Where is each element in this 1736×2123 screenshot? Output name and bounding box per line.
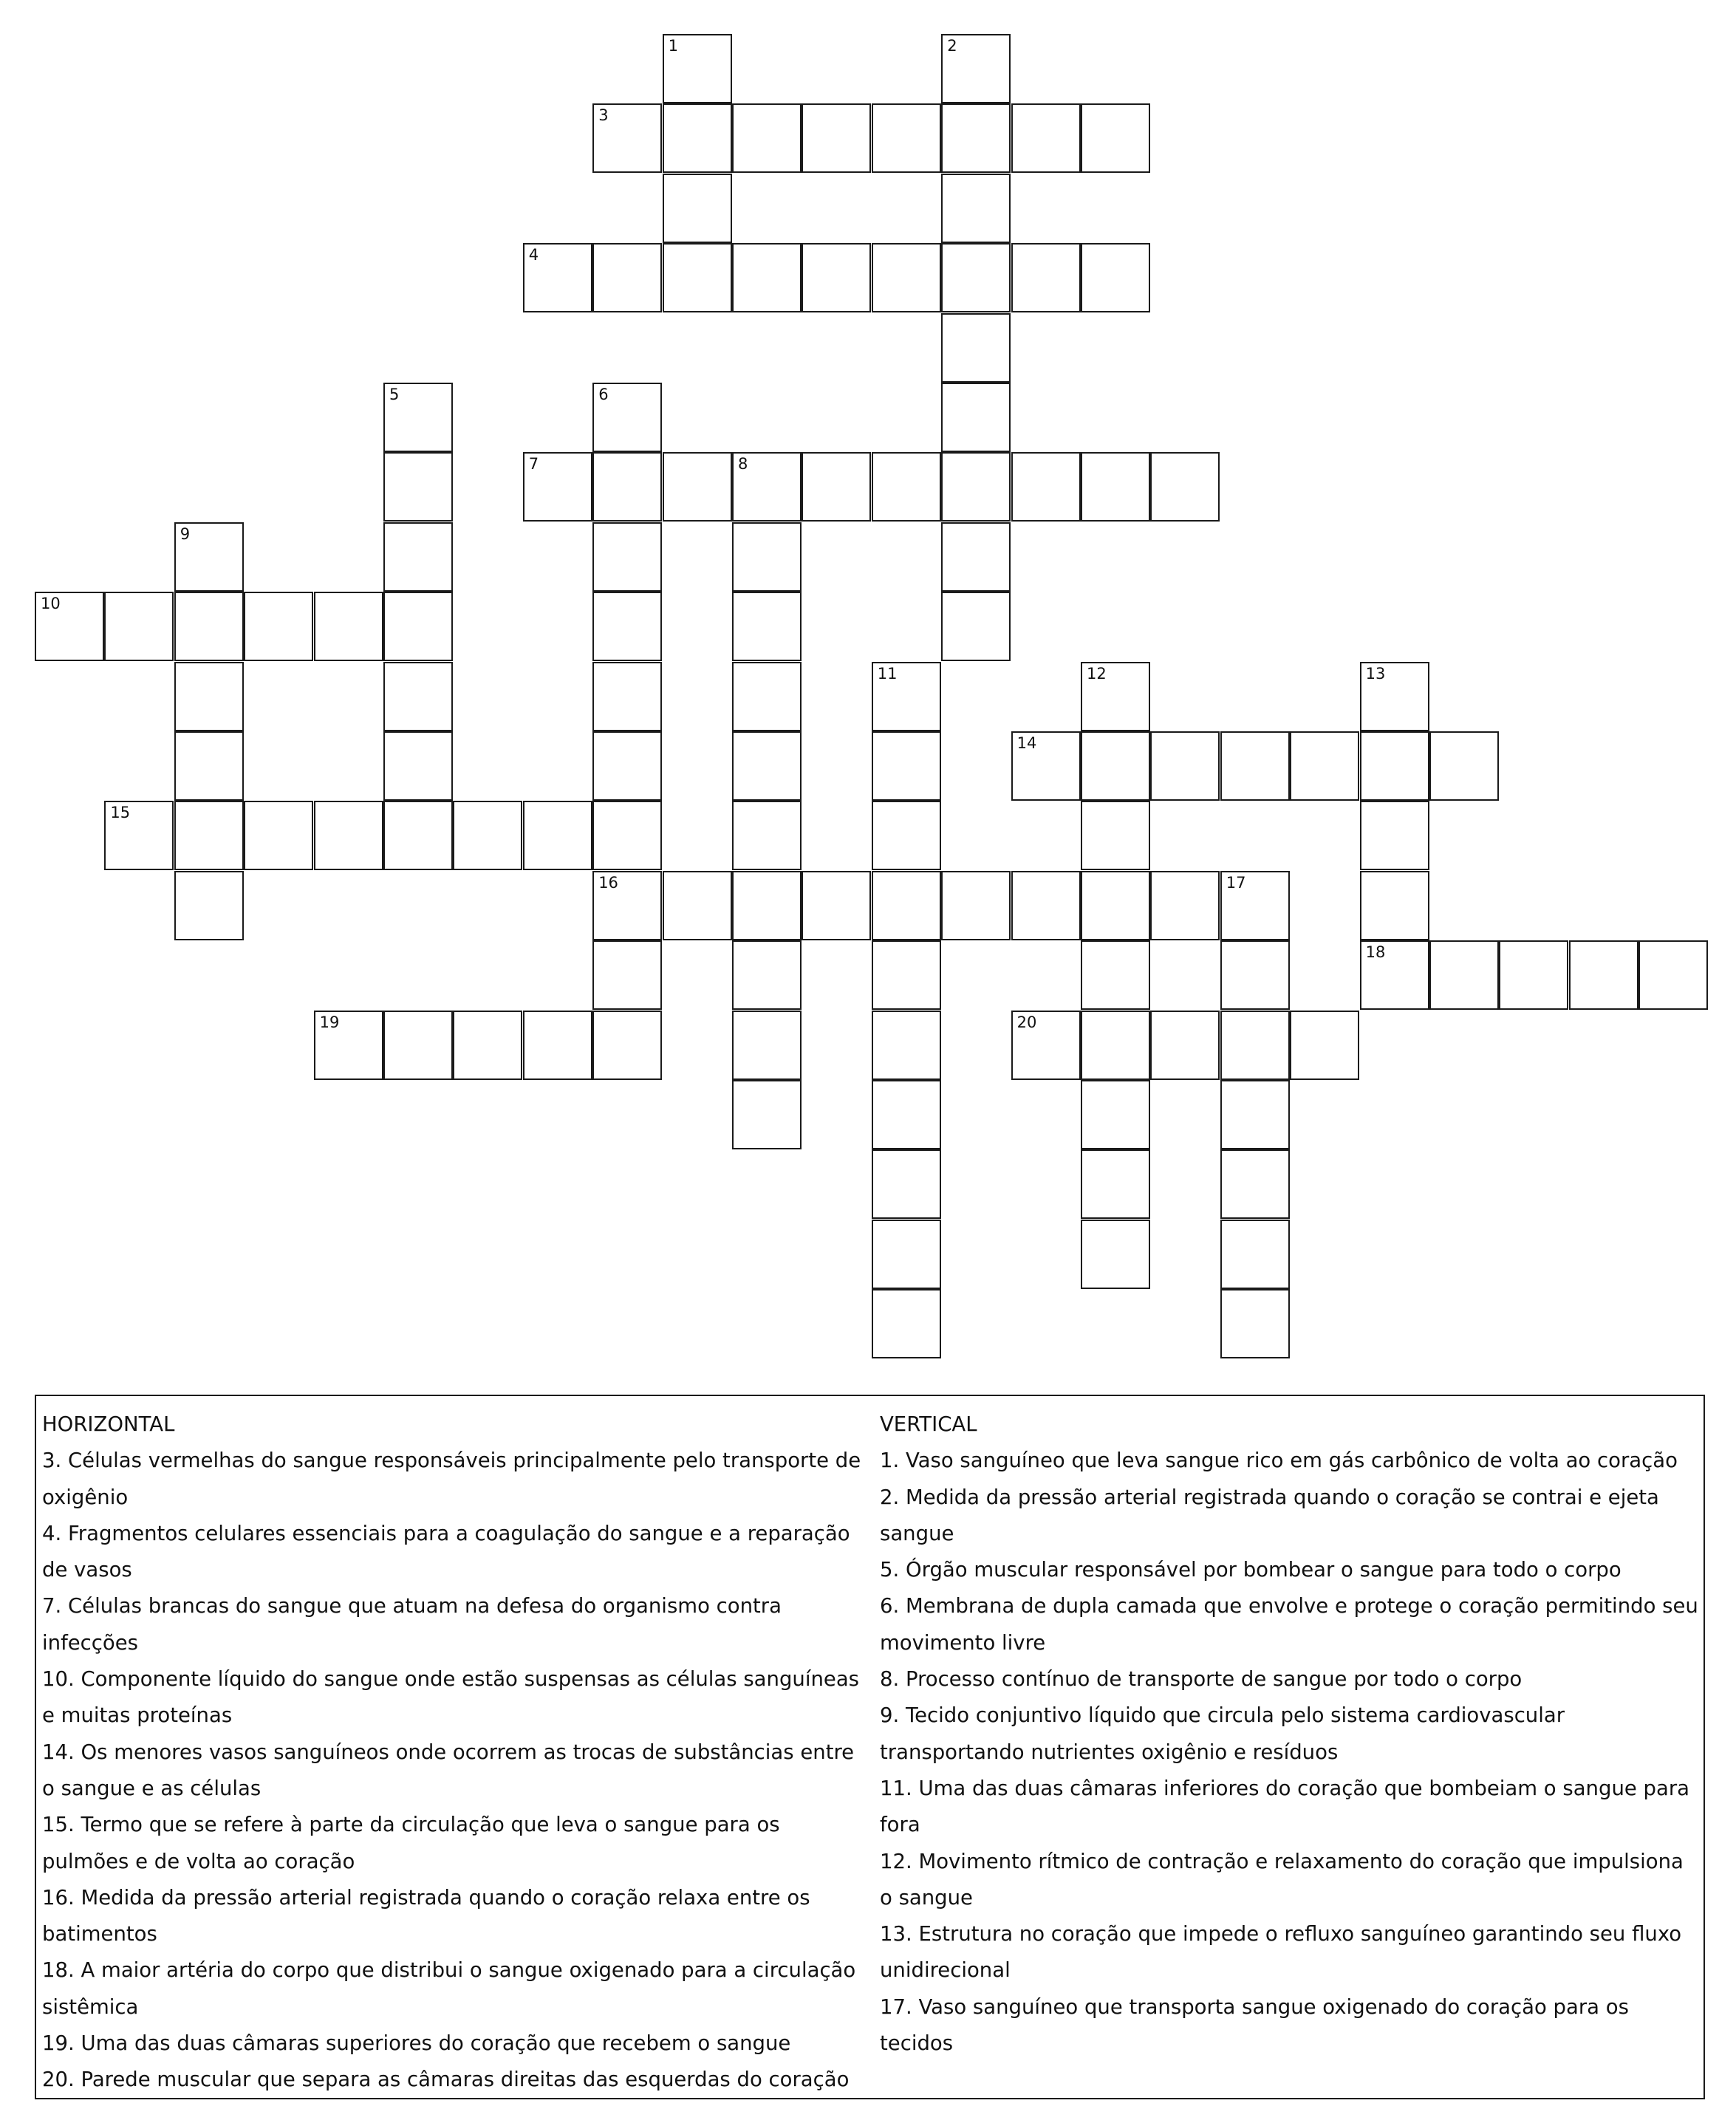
grid-cell[interactable] <box>872 1220 941 1289</box>
grid-cell[interactable] <box>732 731 802 801</box>
grid-cell[interactable] <box>1081 1011 1150 1080</box>
grid-cell[interactable] <box>872 243 941 312</box>
grid-cell[interactable] <box>523 1011 592 1080</box>
grid-cell[interactable] <box>1360 801 1429 870</box>
grid-cell[interactable] <box>732 522 802 592</box>
clues-panel <box>35 1395 1705 2099</box>
grid-cell[interactable] <box>872 452 941 522</box>
grid-cell[interactable] <box>1220 1289 1290 1358</box>
grid-cell[interactable] <box>592 871 662 940</box>
cell-number: 8 <box>738 455 748 474</box>
down-clue-8: 8. Processo contínuo de transporte de sangue por todo o corpo <box>880 1667 1523 1692</box>
cell-number: 3 <box>598 106 609 125</box>
grid-cell[interactable] <box>174 522 244 592</box>
grid-cell[interactable] <box>732 592 802 661</box>
grid-cell[interactable] <box>1081 1220 1150 1289</box>
grid-cell[interactable] <box>1150 871 1220 940</box>
grid-cell[interactable] <box>523 243 592 312</box>
grid-cell[interactable] <box>872 1149 941 1219</box>
grid-cell[interactable] <box>244 592 313 661</box>
grid-cell[interactable] <box>941 592 1011 661</box>
cell-number: 14 <box>1016 734 1037 752</box>
grid-cell[interactable] <box>174 871 244 940</box>
grid-cell[interactable] <box>732 243 802 312</box>
down-clue-1: 1. Vaso sanguíneo que leva sangue rico em gás carbônico de volta ao coração <box>880 1449 1678 1473</box>
grid-cell[interactable] <box>104 801 174 870</box>
across-clue-15: 15. Termo que se refere à parte da circulação que leva o sangue para os pulmões e de volta ao coração <box>42 1813 780 1873</box>
cell-number: 11 <box>877 664 898 683</box>
grid-cell[interactable] <box>1290 731 1359 801</box>
grid-cell[interactable] <box>1220 731 1290 801</box>
cell-number: 12 <box>1087 664 1107 683</box>
grid-cell[interactable] <box>104 592 174 661</box>
grid-cell[interactable] <box>383 383 453 452</box>
grid-cell[interactable] <box>1081 662 1150 731</box>
grid-cell[interactable] <box>872 662 941 731</box>
grid-cell[interactable] <box>453 1011 522 1080</box>
grid-cell[interactable] <box>1011 1011 1081 1080</box>
grid-cell[interactable] <box>941 522 1011 592</box>
grid-cell[interactable] <box>383 592 453 661</box>
grid-cell[interactable] <box>592 103 662 173</box>
grid-cell[interactable] <box>174 662 244 731</box>
across-clue-3: 3. Células vermelhas do sangue responsáveis principalmente pelo transporte de oxigênio <box>42 1449 861 1509</box>
grid-cell[interactable] <box>523 801 592 870</box>
grid-cell[interactable] <box>1360 940 1429 1010</box>
grid-cell[interactable] <box>941 34 1011 103</box>
grid-cell[interactable] <box>1081 801 1150 870</box>
grid-cell[interactable] <box>383 801 453 870</box>
grid-cell[interactable] <box>383 731 453 801</box>
cell-number: 17 <box>1226 873 1246 892</box>
cell-number: 15 <box>110 804 131 822</box>
grid-cell[interactable] <box>592 1011 662 1080</box>
grid-cell[interactable] <box>941 243 1011 312</box>
down-clue-11: 11. Uma das duas câmaras inferiores do coração que bombeiam o sangue para fora <box>880 1776 1689 1837</box>
down-clue-2: 2. Medida da pressão arterial registrada quando o coração se contrai e ejeta sangue <box>880 1485 1659 1545</box>
grid-cell[interactable] <box>1081 243 1150 312</box>
grid-cell[interactable] <box>872 1289 941 1358</box>
grid-cell[interactable] <box>1081 940 1150 1010</box>
cell-number: 9 <box>180 524 191 543</box>
grid-cell[interactable] <box>663 174 732 243</box>
cell-number: 16 <box>598 873 618 892</box>
grid-cell[interactable] <box>1011 452 1081 522</box>
grid-cell[interactable] <box>174 801 244 870</box>
cell-number: 20 <box>1016 1013 1037 1031</box>
grid-cell[interactable] <box>663 452 732 522</box>
down-clue-9: 9. Tecido conjuntivo líquido que circula pelo sistema cardiovascular transportando nutrientes oxigênio e resíduos <box>880 1703 1565 1764</box>
grid-cell[interactable] <box>1150 452 1220 522</box>
grid-cell[interactable] <box>1011 243 1081 312</box>
across-clue-4: 4. Fragmentos celulares essenciais para a coagulação do sangue e a reparação de vasos <box>42 1521 850 1582</box>
grid-cell[interactable] <box>1569 940 1638 1010</box>
grid-cell[interactable] <box>244 801 313 870</box>
grid-cell[interactable] <box>941 871 1011 940</box>
cell-number: 10 <box>41 595 61 613</box>
grid-cell[interactable] <box>592 243 662 312</box>
across-heading: HORIZONTAL <box>42 1412 175 1436</box>
cell-number: 19 <box>319 1013 340 1031</box>
grid-cell[interactable] <box>314 592 383 661</box>
cell-number: 1 <box>668 37 678 55</box>
grid-cell[interactable] <box>1150 1011 1220 1080</box>
down-clue-6: 6. Membrana de dupla camada que envolve e protege o coração permitindo seu movimento livre <box>880 1594 1698 1655</box>
grid-cell[interactable] <box>383 452 453 522</box>
grid-cell[interactable] <box>592 801 662 870</box>
grid-cell[interactable] <box>174 592 244 661</box>
across-clue-7: 7. Células brancas do sangue que atuam na defesa do organismo contra infecções <box>42 1594 782 1655</box>
cell-number: 2 <box>947 37 957 55</box>
grid-cell[interactable] <box>1011 731 1081 801</box>
grid-cell[interactable] <box>941 174 1011 243</box>
grid-cell[interactable] <box>941 383 1011 452</box>
grid-cell[interactable] <box>1220 1149 1290 1219</box>
grid-cell[interactable] <box>592 662 662 731</box>
grid-cell[interactable] <box>523 452 592 522</box>
across-clue-18: 18. A maior artéria do corpo que distribui o sangue oxigenado para a circulação sistêmica <box>42 1958 856 2019</box>
grid-cell[interactable] <box>1081 871 1150 940</box>
across-clues <box>42 1406 869 2099</box>
across-clue-10: 10. Componente líquido do sangue onde estão suspensas as células sanguíneas e muitas proteínas <box>42 1667 860 1728</box>
down-clue-12: 12. Movimento rítmico de contração e relaxamento do coração que impulsiona o sangue <box>880 1849 1684 1910</box>
cell-number: 13 <box>1365 664 1386 683</box>
grid-cell[interactable] <box>1011 103 1081 173</box>
grid-cell[interactable] <box>1360 731 1429 801</box>
cell-number: 18 <box>1365 943 1386 962</box>
grid-cell[interactable] <box>1220 1080 1290 1149</box>
grid-cell[interactable] <box>663 243 732 312</box>
grid-cell[interactable] <box>732 1080 802 1149</box>
grid-cell[interactable] <box>872 940 941 1010</box>
grid-cell[interactable] <box>174 731 244 801</box>
grid-cell[interactable] <box>1290 1011 1359 1080</box>
cell-number: 4 <box>528 246 539 264</box>
grid-cell[interactable] <box>872 1080 941 1149</box>
across-clue-16: 16. Medida da pressão arterial registrada quando o coração relaxa entre os batimentos <box>42 1885 810 1946</box>
grid-cell[interactable] <box>663 871 732 940</box>
grid-cell[interactable] <box>941 103 1011 173</box>
across-clue-14: 14. Os menores vasos sanguíneos onde ocorrem as trocas de substâncias entre o sangue e as células <box>42 1740 855 1800</box>
down-heading: VERTICAL <box>880 1412 977 1436</box>
grid-cell[interactable] <box>1150 731 1220 801</box>
grid-cell[interactable] <box>1081 1149 1150 1219</box>
grid-cell[interactable] <box>872 1011 941 1080</box>
grid-cell[interactable] <box>592 383 662 452</box>
grid-cell[interactable] <box>732 871 802 940</box>
grid-cell[interactable] <box>663 34 732 103</box>
grid-cell[interactable] <box>941 313 1011 383</box>
down-clue-13: 13. Estrutura no coração que impede o refluxo sanguíneo garantindo seu fluxo unidirecional <box>880 1922 1682 1983</box>
down-clues <box>880 1406 1701 2062</box>
grid-cell[interactable] <box>592 731 662 801</box>
grid-cell[interactable] <box>383 662 453 731</box>
grid-cell[interactable] <box>663 103 732 173</box>
grid-cell[interactable] <box>1081 452 1150 522</box>
grid-cell[interactable] <box>1638 940 1708 1010</box>
down-clue-17: 17. Vaso sanguíneo que transporta sangue oxigenado do coração para os tecidos <box>880 1994 1629 2056</box>
cell-number: 5 <box>389 386 400 403</box>
grid-cell[interactable] <box>732 662 802 731</box>
grid-cell[interactable] <box>1081 731 1150 801</box>
grid-cell[interactable] <box>1220 940 1290 1010</box>
grid-cell[interactable] <box>802 103 871 173</box>
down-clue-5: 5. Órgão muscular responsável por bombear o sangue para todo o corpo <box>880 1558 1621 1582</box>
grid-cell[interactable] <box>314 801 383 870</box>
grid-cell[interactable] <box>1499 940 1568 1010</box>
grid-cell[interactable] <box>383 522 453 592</box>
grid-cell[interactable] <box>1081 103 1150 173</box>
grid-cell[interactable] <box>732 103 802 173</box>
grid-cell[interactable] <box>732 1011 802 1080</box>
grid-cell[interactable] <box>802 243 871 312</box>
grid-cell[interactable] <box>1011 871 1081 940</box>
grid-cell[interactable] <box>1220 871 1290 940</box>
across-clue-19: 19. Uma das duas câmaras superiores do coração que recebem o sangue <box>42 2031 791 2056</box>
grid-cell[interactable] <box>1220 1011 1290 1080</box>
grid-cell[interactable] <box>592 940 662 1010</box>
grid-cell[interactable] <box>383 1011 453 1080</box>
grid-cell[interactable] <box>732 940 802 1010</box>
grid-cell[interactable] <box>592 452 662 522</box>
grid-cell[interactable] <box>35 592 104 661</box>
grid-cell[interactable] <box>732 801 802 870</box>
grid-cell[interactable] <box>732 452 802 522</box>
grid-cell[interactable] <box>453 801 522 870</box>
grid-cell[interactable] <box>1429 731 1499 801</box>
grid-cell[interactable] <box>1081 1080 1150 1149</box>
grid-cell[interactable] <box>802 871 871 940</box>
grid-cell[interactable] <box>802 452 871 522</box>
grid-cell[interactable] <box>872 731 941 801</box>
grid-cell[interactable] <box>314 1011 383 1080</box>
cell-number: 7 <box>528 455 539 474</box>
grid-cell[interactable] <box>872 871 941 940</box>
grid-cell[interactable] <box>1360 662 1429 731</box>
grid-cell[interactable] <box>941 452 1011 522</box>
grid-cell[interactable] <box>1429 940 1499 1010</box>
grid-cell[interactable] <box>1220 1220 1290 1289</box>
grid-cell[interactable] <box>872 801 941 870</box>
grid-cell[interactable] <box>872 103 941 173</box>
grid-cell[interactable] <box>592 522 662 592</box>
grid-cell[interactable] <box>592 592 662 661</box>
cell-number: 6 <box>598 386 609 403</box>
grid-cell[interactable] <box>1360 871 1429 940</box>
across-clue-20: 20. Parede muscular que separa as câmaras direitas das esquerdas do coração <box>42 2068 850 2092</box>
